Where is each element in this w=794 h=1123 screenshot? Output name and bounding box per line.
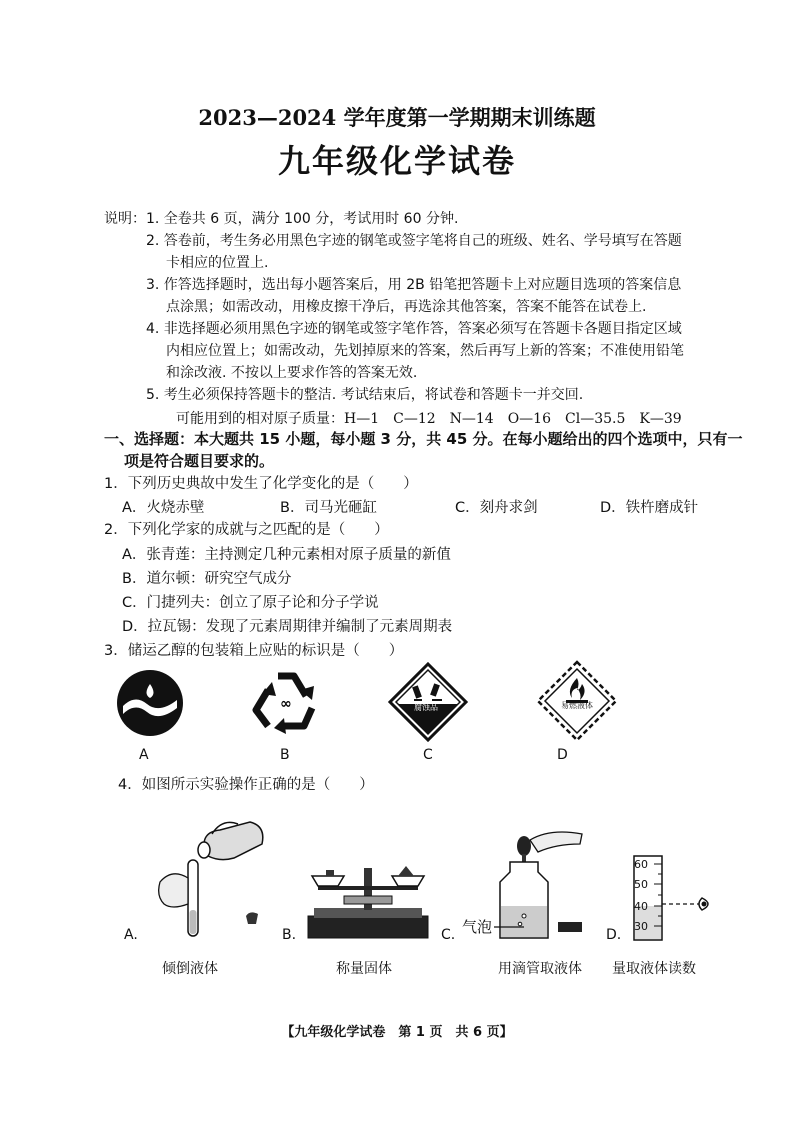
question-3-stem: 3．储运乙醇的包装箱上应贴的标识是（ ） [104,643,404,659]
fig-a-letter: A. [124,927,138,943]
question-4-stem: 4．如图所示实验操作正确的是（ ） [118,777,374,793]
question-2-stem: 2．下列化学家的成就与之匹配的是（ ） [104,522,389,538]
instruction-line: 内相应位置上；如需改动，先划掉原来的答案，然后再写上新的答案；不准使用铅笔 [166,343,684,359]
fig-c-letter: C. [441,927,456,943]
instruction-line: 3. 作答选择题时，选出每小题答案后，用 2B 铅笔把答题卡上对应题目选项的答案信息 [146,277,682,293]
page-footer: 【九年级化学试卷 第 1 页 共 6 页】 [281,1025,513,1040]
instruction-line: 点涂黑；如需改动，用橡皮擦干净后，再选涂其他答案，答案不能答在试卷上. [166,299,647,315]
year-title: 2023—2024 学年度第一学期期末训练题 [198,105,596,130]
balance-figure [298,852,438,942]
fig-a-caption: 倾倒液体 [162,961,218,977]
q2-option-c: C．门捷列夫：创立了原子论和分子学说 [122,595,379,611]
q2-option-a: A．张青莲：主持测定几种元素相对原子质量的新值 [122,547,451,563]
cylinder-mark: 60 [634,858,648,871]
fig-d-letter: D. [606,927,622,943]
bubble-pointer-line [494,924,524,930]
bubble-label: 气泡 [462,918,493,936]
instruction-line: 4. 非选择题必须用黑色字迹的钢笔或签字笔作答，答案必须写在答题卡各题目指定区域 [146,321,682,337]
q2-option-d: D．拉瓦锡：发现了元素周期律并编制了元素周期表 [122,619,453,635]
section-heading: 一、选择题：本大题共 15 小题，每小题 3 分，共 45 分。在每小题给出的四个选项中，只有一 [104,430,743,448]
exam-title: 九年级化学试卷 [277,142,516,180]
sign-c-label: C [423,747,433,763]
question-1-stem: 1．下列历史典故中发生了化学变化的是（ ） [104,476,418,492]
q1-option-a: A．火烧赤壁 [122,500,205,516]
q1-option-d: D．铁杵磨成针 [600,500,699,516]
sign-a-emblem-icon [115,668,185,738]
instruction-line: 和涂改液. 不按以上要求作答的答案无效. [166,365,418,381]
sign-b-label: B [280,747,290,763]
fig-d-caption: 量取液体读数 [612,961,696,977]
instruction-line: 卡相应的位置上. [166,255,269,271]
instruction-line: 5. 考生必须保持答题卡的整洁. 考试结束后，将试卷和答题卡一并交回. [146,387,584,403]
section-heading: 项是符合题目要求的。 [124,452,275,470]
cylinder-mark: 40 [634,900,648,913]
instructions-prefix: 说明： [104,211,146,227]
fig-b-letter: B. [282,927,297,943]
instruction-line: 1. 全卷共 6 页，满分 100 分，考试用时 60 分钟. [146,211,459,227]
q2-option-b: B．道尔顿：研究空气成分 [122,571,292,587]
q1-option-c: C．刻舟求剑 [455,500,538,516]
fig-b-caption: 称量固体 [336,961,392,977]
sign-c-text: 腐蚀品 [414,703,438,712]
cylinder-mark: 30 [634,920,648,933]
sign-d-text: 易燃液体 [561,701,593,710]
sign-a-label: A [139,747,149,763]
q1-option-b: B．司马光砸缸 [280,500,377,516]
instruction-line: 2. 答卷前，考生务必用黑色字迹的钢笔或签字笔将自己的班级、姓名、学号填写在答题 [146,233,682,249]
pouring-liquid-figure [150,812,270,942]
atomic-masses: 可能用到的相对原子质量：H—1 C—12 N—14 O—16 Cl—35.5 K—39 [176,411,682,427]
sign-d-label: D [557,747,568,763]
svg-text:∞: ∞ [280,696,292,712]
cylinder-mark: 50 [634,878,648,891]
recycle-icon [248,666,324,738]
fig-c-caption: 用滴管取液体 [498,961,582,977]
